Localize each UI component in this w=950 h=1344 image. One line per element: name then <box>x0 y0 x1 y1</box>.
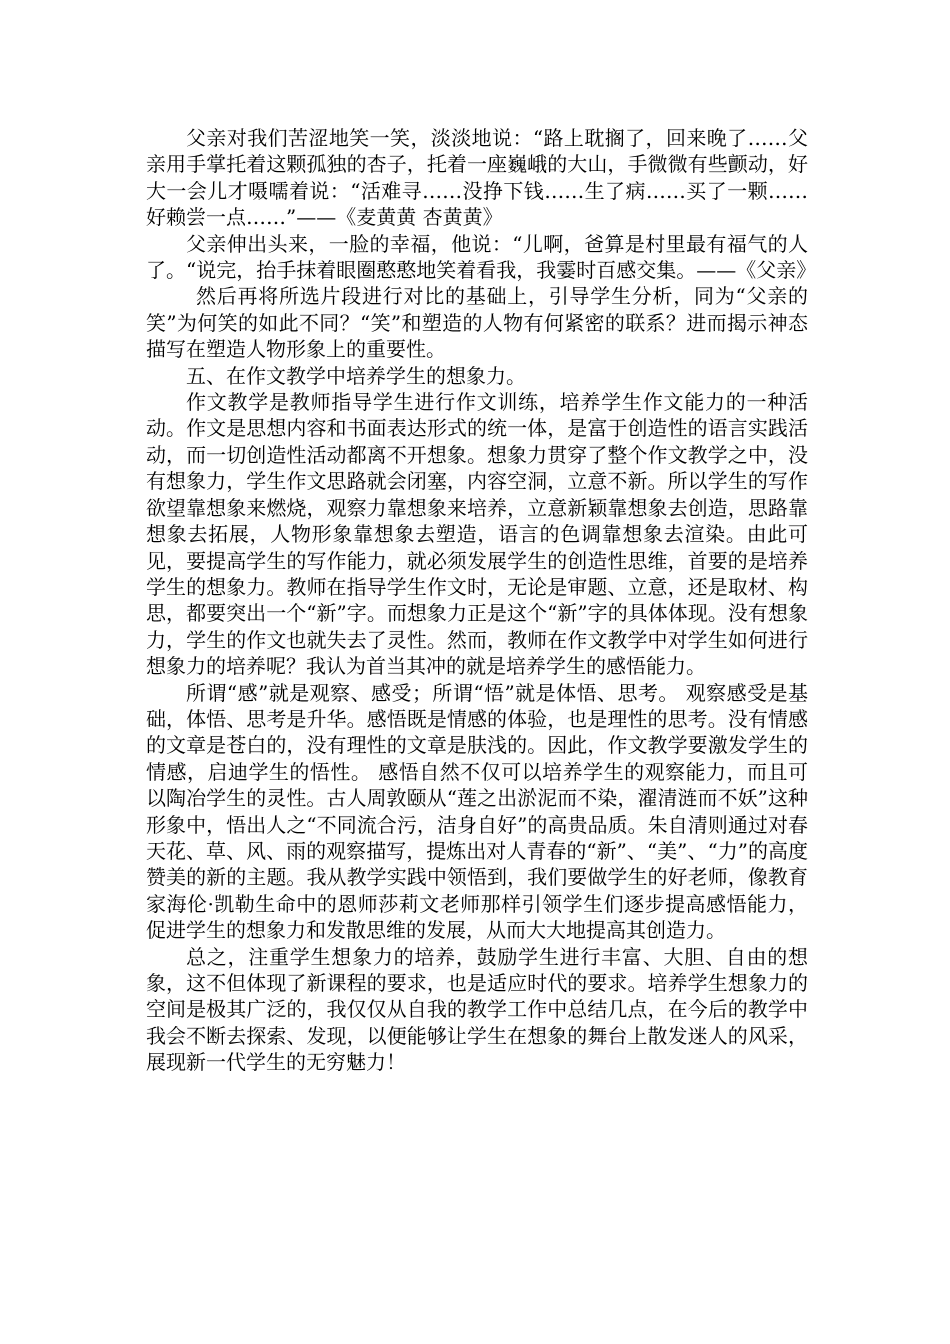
paragraph-conclusion: 总之，注重学生想象力的培养，鼓励学生进行丰富、大胆、自由的想象，这不但体现了新课程的要求，也是适应时代的要求。培养学生想象力的空间是极其广泛的，我仅仅从自我的教学工作中总结几点，在今后的教学中我会不断去探索、发现，以便能够让学生在想象的舞台上散发迷人的风采，展现新一代学生的无穷魅力！ <box>146 944 808 1075</box>
paragraph-composition-teaching: 作文教学是教师指导学生进行作文训练，培养学生作文能力的一种活动。作文是思想内容和书面表达形式的统一体，是富于创造性的语言实践活动，而一切创造性活动都离不开想象。想象力贯穿了整个作文教学之中，没有想象力，学生作文思路就会闭塞，内容空洞，立意不新。所以学生的写作欲望靠想象来燃烧，观察力靠想象来培养，立意新颖靠想象去创造，思路靠想象去拓展，人物形象靠想象去塑造，语言的色调靠想象去渲染。由此可见，要提高学生的写作能力，就必须发展学生的创造性思维，首要的是培养学生的想象力。教师在指导学生作文时，无论是审题、立意，还是取材、构思，都要突出一个“新”字。而想象力正是这个“新”字的具体体现。没有想象力，学生的作文也就失去了灵性。然而，教师在作文教学中对学生如何进行想象力的培养呢？我认为首当其冲的就是培养学生的感悟能力。 <box>146 390 808 679</box>
paragraph-quote-father: 父亲伸出头来，一脸的幸福，他说：“儿啊，爸算是村里最有福气的人了。“说完，抬手抹着眼圈憨憨地笑着看我，我霎时百感交集。——《父亲》 <box>146 231 817 283</box>
paragraph-perception: 所谓“感”就是观察、感受；所谓“悟”就是体悟、思考。 观察感受是基础，体悟、思考是升华。感悟既是情感的体验，也是理性的思考。没有情感的文章是苍白的，没有理性的文章是肤浅的。因此，作文教学要激发学生的情感，启迪学生的悟性。 感悟自然不仅可以培养学生的观察能力，而且可以陶冶学生的灵性。古人周敦颐从“莲之出淤泥而不染，濯清涟而不妖”这种形象中，悟出人之“不同流合污，洁身自好”的高贵品质。朱自清则通过对春天花、草、风、雨的观察描写，提炼出对人青春的“新”、“美”、“力”的高度赞美的新的主题。我从教学实践中领悟到，我们要做学生的好老师，像教育家海伦·凯勒生命中的恩师莎莉文老师那样引领学生们逐步提高感悟能力，促进学生的想象力和发散思维的发展，从而大大地提高其创造力。 <box>146 680 808 943</box>
paragraph-quote-apricot: 父亲对我们苦涩地笑一笑，淡淡地说：“路上耽搁了，回来晚了……父亲用手掌托着这颗孤独的杏子，托着一座巍峨的大山，手微微有些颤动，好大一会儿才嗫嚅着说：“活难寻……没挣下钱……生了病……买了一颗……好赖尝一点……”——《麦黄黄 杏黄黄》 <box>146 126 808 230</box>
paragraph-comparison: 然后再将所选片段进行对比的基础上，引导学生分析，同为“父亲的笑”为何笑的如此不同？“笑”和塑造的人物有何紧密的联系？进而揭示神态描写在塑造人物形象上的重要性。 <box>146 284 808 362</box>
document-page <box>146 125 817 1076</box>
section-heading-imagination: 五、在作文教学中培养学生的想象力。 <box>186 363 526 388</box>
